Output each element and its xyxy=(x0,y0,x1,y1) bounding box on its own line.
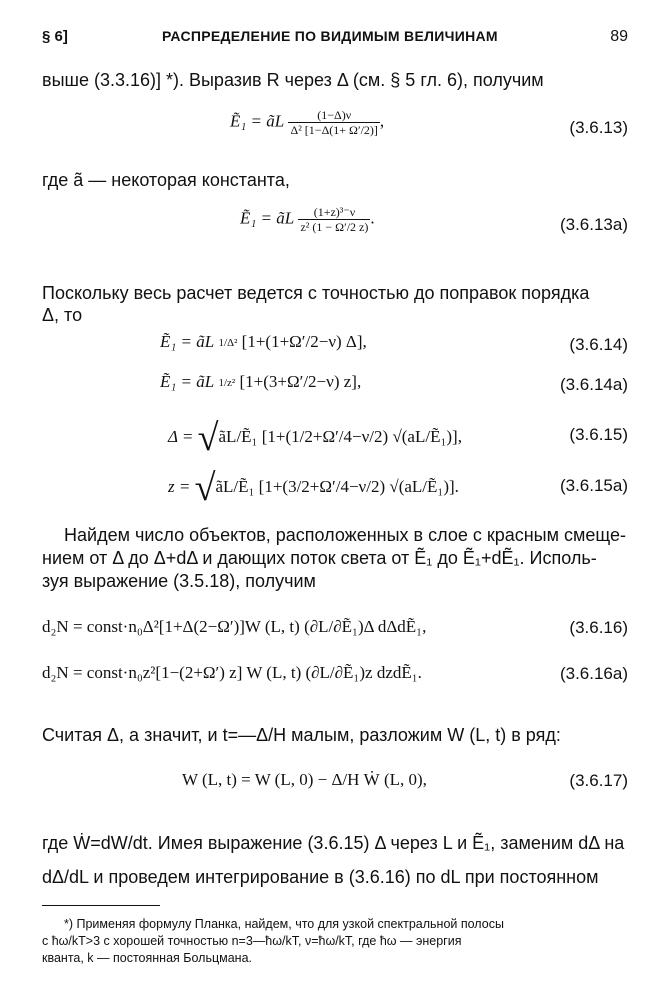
footnote-line: *) Применяя формулу Планка, найдем, что для узкой спектральной полосы xyxy=(64,917,504,931)
paragraph-line: dΔ/dL и проведем интегрирование в (3.6.16) по dL при постоянном xyxy=(42,867,599,887)
paragraph-line: Δ, то xyxy=(42,305,83,325)
equation-3-6-15a: z = √ãL/Ẽ₁ [1+(3/2+Ω′/4−ν/2) √(aL/Ẽ₁)]. xyxy=(168,467,459,509)
paragraph-line: выше (3.3.16)] *). Выразив R через Δ (см. § 5 гл. 6), получим xyxy=(42,70,544,90)
footnote-line: кванта, k — постоянная Больцмана. xyxy=(42,951,252,965)
paragraph-line: где Ẇ=dW/dt. Имея выражение (3.6.15) Δ через L и Ẽ₁, заменим dΔ на xyxy=(42,833,625,853)
equation-3-6-16a: d₂N = const·n₀z²[1−(2+Ω′) z] W (L, t) (∂L/∂Ẽ₁)z dzdẼ₁. xyxy=(42,663,422,682)
paragraph-line: нием от Δ до Δ+dΔ и дающих поток света от Ẽ₁ до Ẽ₁+dẼ₁. Исполь- xyxy=(42,548,597,568)
paragraph-line: где ã — некоторая константа, xyxy=(42,170,290,190)
equation-3-6-13: Ẽ₁ = ãL $\frac{(1-\Delta)\nu}{\text{Δ² [1−Δ(1+ Ω′/2)]}}$ , xyxy=(230,108,385,137)
equation-number: (3.6.16) xyxy=(569,618,628,637)
equation-3-6-17: W (L, t) = W (L, 0) − Δ/H Ẇ (L, 0), xyxy=(182,770,427,789)
equation-number: (3.6.15) xyxy=(569,425,628,444)
equation-3-6-13a: Ẽ₁ = ãL $\frac{\text{(1+z)³⁻ν}}{\text{z² (1 − Ω′/2 z)}}$ . xyxy=(240,205,375,234)
equation-number: (3.6.15a) xyxy=(559,476,628,495)
equation-3-6-14a: Ẽ₁ = ãL 1/z² [1+(3+Ω′/2−ν) z], xyxy=(160,372,362,391)
equation-number: (3.6.13) xyxy=(569,118,628,137)
footnote-rule xyxy=(42,905,160,906)
paragraph-line: Найдем число объектов, расположенных в слое с красным смеще- xyxy=(64,525,626,545)
paragraph-line: Поскольку весь расчет ведется с точностью до поправок порядка xyxy=(42,283,590,303)
section-ref: § 6] xyxy=(42,28,68,45)
equation-3-6-15: Δ = √ãL/Ẽ₁ [1+(1/2+Ω′/4−ν/2) √(aL/Ẽ₁)], xyxy=(168,417,462,459)
page-number: 89 xyxy=(610,28,628,45)
paragraph-line: Считая Δ, а значит, и t=—Δ/H малым, разложим W (L, t) в ряд: xyxy=(42,725,561,745)
paragraph-line: зуя выражение (3.5.18), получим xyxy=(42,571,316,591)
equation-number: (3.6.17) xyxy=(569,771,628,790)
running-title: РАСПРЕДЕЛЕНИЕ ПО ВИДИМЫМ ВЕЛИЧИНАМ xyxy=(162,28,498,44)
equation-number: (3.6.14) xyxy=(569,335,628,354)
running-header xyxy=(42,28,628,50)
equation-number: (3.6.14a) xyxy=(559,375,628,394)
equation-3-6-14: Ẽ₁ = ãL 1/Δ² [1+(1+Ω′/2−ν) Δ], xyxy=(160,332,367,351)
equation-3-6-16: d₂N = const·n₀Δ²[1+Δ(2−Ω′)]W (L, t) (∂L/∂Ẽ₁)Δ dΔdẼ₁, xyxy=(42,617,427,636)
equation-number: (3.6.13a) xyxy=(559,215,628,234)
equation-number: (3.6.16a) xyxy=(559,664,628,683)
footnote-line: с ħω/kT>3 с хорошей точностью n=3—ħω/kT, ν=ħω/kT, где ħω — энергия xyxy=(42,934,462,948)
